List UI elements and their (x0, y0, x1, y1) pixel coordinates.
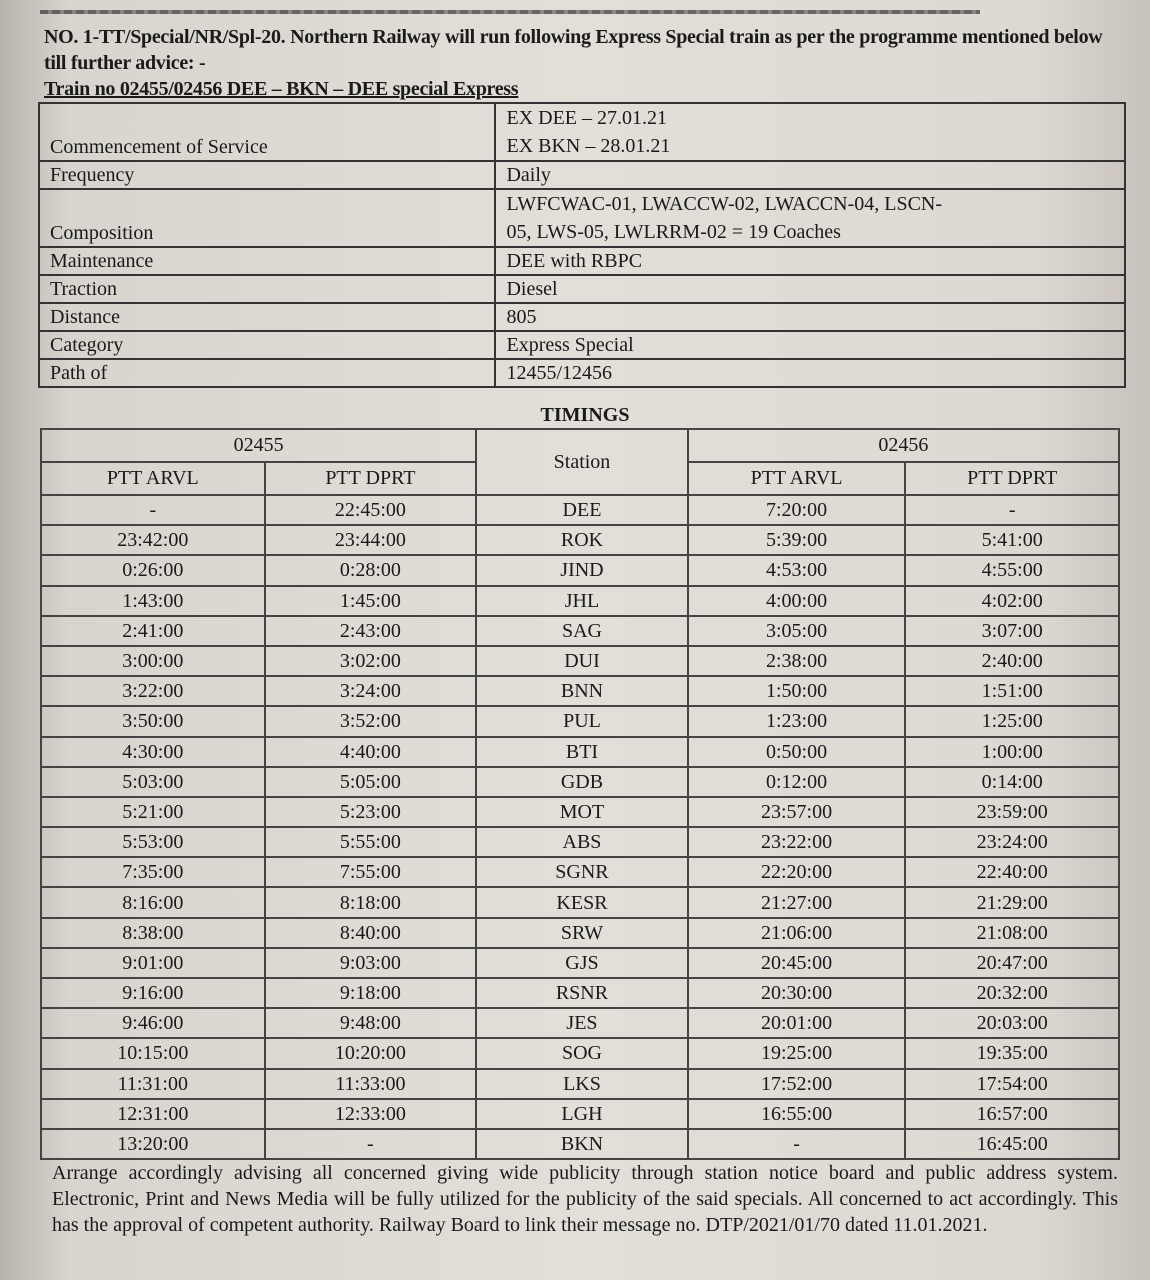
train-a-departure: 0:28:00 (265, 555, 477, 585)
train-b-departure: 3:07:00 (905, 616, 1119, 646)
table-row (41, 1099, 1119, 1129)
table-row (41, 616, 1119, 646)
timings-table (40, 428, 1120, 1160)
train-b-arrival: 4:00:00 (688, 586, 906, 616)
info-label: Frequency (39, 161, 495, 189)
station-code: SOG (476, 1038, 688, 1068)
train-b-arrival: 23:57:00 (688, 797, 906, 827)
train-a-arrival: 1:43:00 (41, 586, 265, 616)
train-a-arrival: 5:03:00 (41, 767, 265, 797)
table-row (41, 827, 1119, 857)
train-b-arrival: 16:55:00 (688, 1099, 906, 1129)
info-label: Distance (39, 303, 495, 331)
train-a-arrival: 8:16:00 (41, 887, 265, 917)
station-code: LKS (476, 1069, 688, 1099)
station-code: DUI (476, 646, 688, 676)
table-row (41, 1069, 1119, 1099)
info-row-composition (39, 189, 1125, 247)
table-row (41, 857, 1119, 887)
station-code: SRW (476, 918, 688, 948)
train-b-arrival: 3:05:00 (688, 616, 906, 646)
train-a-departure-header: PTT DPRT (265, 462, 477, 495)
train-a-departure: - (265, 1129, 477, 1159)
train-a-arrival: 9:46:00 (41, 1008, 265, 1038)
train-a-arrival: 3:22:00 (41, 676, 265, 706)
train-a-departure: 3:24:00 (265, 676, 477, 706)
train-b-arrival: 21:27:00 (688, 887, 906, 917)
station-code: JES (476, 1008, 688, 1038)
train-b-arrival: 20:30:00 (688, 978, 906, 1008)
info-value: Diesel (495, 275, 1125, 303)
table-row (41, 525, 1119, 555)
train-b-departure: 21:29:00 (905, 887, 1119, 917)
train-a-departure: 10:20:00 (265, 1038, 477, 1068)
info-value: DEE with RBPC (495, 247, 1125, 275)
train-b-arrival: 1:23:00 (688, 706, 906, 736)
train-a-departure: 5:55:00 (265, 827, 477, 857)
station-code: PUL (476, 706, 688, 736)
train-a-departure: 4:40:00 (265, 737, 477, 767)
train-b-header: 02456 (688, 429, 1119, 462)
train-b-arrival: 19:25:00 (688, 1038, 906, 1068)
train-b-arrival: 23:22:00 (688, 827, 906, 857)
info-value: 805 (495, 303, 1125, 331)
train-a-arrival: 5:53:00 (41, 827, 265, 857)
train-b-departure: 23:59:00 (905, 797, 1119, 827)
station-code: BKN (476, 1129, 688, 1159)
info-row-maintenance (39, 247, 1125, 275)
train-a-arrival: - (41, 495, 265, 525)
train-b-departure-header: PTT DPRT (905, 462, 1119, 495)
table-row (41, 586, 1119, 616)
info-label: Category (39, 331, 495, 359)
timings-title: TIMINGS (540, 404, 630, 426)
train-b-departure: 21:08:00 (905, 918, 1119, 948)
station-code: GJS (476, 948, 688, 978)
train-a-arrival: 5:21:00 (41, 797, 265, 827)
train-b-departure: - (905, 495, 1119, 525)
train-b-arrival: 5:39:00 (688, 525, 906, 555)
info-row-distance (39, 303, 1125, 331)
timings-header-row (41, 429, 1119, 462)
train-a-arrival: 11:31:00 (41, 1069, 265, 1099)
train-a-departure: 9:48:00 (265, 1008, 477, 1038)
train-b-arrival: 20:45:00 (688, 948, 906, 978)
train-a-arrival: 23:42:00 (41, 525, 265, 555)
table-row (41, 767, 1119, 797)
table-row (41, 1038, 1119, 1068)
train-b-departure: 20:47:00 (905, 948, 1119, 978)
train-info-table (38, 102, 1126, 388)
station-code: ABS (476, 827, 688, 857)
train-title: Train no 02455/02456 DEE – BKN – DEE special Express (44, 78, 519, 100)
train-a-departure: 11:33:00 (265, 1069, 477, 1099)
train-a-departure: 3:02:00 (265, 646, 477, 676)
info-value-line: LWFCWAC-01, LWACCW-02, LWACCN-04, LSCN- (506, 193, 943, 215)
train-a-departure: 1:45:00 (265, 586, 477, 616)
train-a-departure: 9:18:00 (265, 978, 477, 1008)
station-code: GDB (476, 767, 688, 797)
cut-off-header-line (40, 10, 980, 14)
station-code: ROK (476, 525, 688, 555)
info-label: Commencement of Service (39, 103, 495, 161)
train-b-arrival: - (688, 1129, 906, 1159)
train-b-departure: 4:02:00 (905, 586, 1119, 616)
table-row (41, 1129, 1119, 1159)
train-a-arrival: 9:01:00 (41, 948, 265, 978)
info-value-line: EX DEE – 27.01.21 (506, 107, 668, 129)
footer-paragraph: Arrange accordingly advising all concerned giving wide publicity through station notice board and public address system. Electronic, Print and News Media will be fully utilized for the publicity of the said specials. All concerned to act accordingly. This has the approval of competent authority. Railway Board to link their message no. DTP/2021/01/70 dated 11.01.2021. (52, 1162, 1118, 1236)
train-b-arrival: 20:01:00 (688, 1008, 906, 1038)
train-b-departure: 23:24:00 (905, 827, 1119, 857)
train-b-arrival: 7:20:00 (688, 495, 906, 525)
station-code: JIND (476, 555, 688, 585)
train-a-arrival: 8:38:00 (41, 918, 265, 948)
station-code: SAG (476, 616, 688, 646)
train-a-arrival: 13:20:00 (41, 1129, 265, 1159)
table-row (41, 887, 1119, 917)
train-b-departure: 1:51:00 (905, 676, 1119, 706)
train-b-arrival: 0:50:00 (688, 737, 906, 767)
info-value: 12455/12456 (495, 359, 1125, 387)
table-row (41, 495, 1119, 525)
train-a-departure: 9:03:00 (265, 948, 477, 978)
info-label: Composition (39, 189, 495, 247)
station-code: JHL (476, 586, 688, 616)
train-b-departure: 16:57:00 (905, 1099, 1119, 1129)
station-code: MOT (476, 797, 688, 827)
train-a-departure: 22:45:00 (265, 495, 477, 525)
train-b-arrival: 0:12:00 (688, 767, 906, 797)
train-a-departure: 3:52:00 (265, 706, 477, 736)
table-row (41, 676, 1119, 706)
train-a-departure: 8:18:00 (265, 887, 477, 917)
info-label: Path of (39, 359, 495, 387)
train-a-arrival: 3:50:00 (41, 706, 265, 736)
train-b-departure: 5:41:00 (905, 525, 1119, 555)
station-header: Station (476, 429, 688, 495)
table-row (41, 555, 1119, 585)
info-value: Express Special (495, 331, 1125, 359)
train-b-departure: 22:40:00 (905, 857, 1119, 887)
train-a-departure: 7:55:00 (265, 857, 477, 887)
train-b-departure: 20:03:00 (905, 1008, 1119, 1038)
train-b-departure: 16:45:00 (905, 1129, 1119, 1159)
train-b-arrival: 1:50:00 (688, 676, 906, 706)
info-label: Traction (39, 275, 495, 303)
station-code: DEE (476, 495, 688, 525)
info-label: Maintenance (39, 247, 495, 275)
info-value: Daily (495, 161, 1125, 189)
train-b-departure: 1:00:00 (905, 737, 1119, 767)
train-b-departure: 1:25:00 (905, 706, 1119, 736)
train-b-departure: 0:14:00 (905, 767, 1119, 797)
train-b-departure: 20:32:00 (905, 978, 1119, 1008)
table-row (41, 737, 1119, 767)
table-row (41, 978, 1119, 1008)
table-row (41, 918, 1119, 948)
train-a-departure: 23:44:00 (265, 525, 477, 555)
train-a-departure: 2:43:00 (265, 616, 477, 646)
train-a-departure: 8:40:00 (265, 918, 477, 948)
train-a-arrival-header: PTT ARVL (41, 462, 265, 495)
train-a-arrival: 3:00:00 (41, 646, 265, 676)
train-a-departure: 5:05:00 (265, 767, 477, 797)
station-code: BTI (476, 737, 688, 767)
train-b-departure: 19:35:00 (905, 1038, 1119, 1068)
train-a-arrival: 9:16:00 (41, 978, 265, 1008)
train-b-departure: 4:55:00 (905, 555, 1119, 585)
train-b-arrival: 4:53:00 (688, 555, 906, 585)
train-b-arrival-header: PTT ARVL (688, 462, 906, 495)
info-row-frequency (39, 161, 1125, 189)
info-value (495, 103, 1125, 161)
train-a-arrival: 10:15:00 (41, 1038, 265, 1068)
station-code: SGNR (476, 857, 688, 887)
train-b-departure: 17:54:00 (905, 1069, 1119, 1099)
table-row (41, 706, 1119, 736)
train-a-arrival: 12:31:00 (41, 1099, 265, 1129)
intro-paragraph: NO. 1-TT/Special/NR/Spl-20. Northern Railway will run following Express Special train as per the programme mentioned below till further advice: - (44, 26, 1103, 74)
table-row (41, 1008, 1119, 1038)
station-code: RSNR (476, 978, 688, 1008)
info-row-commencement (39, 103, 1125, 161)
train-a-arrival: 7:35:00 (41, 857, 265, 887)
train-a-header: 02455 (41, 429, 476, 462)
train-a-arrival: 2:41:00 (41, 616, 265, 646)
train-b-departure: 2:40:00 (905, 646, 1119, 676)
info-row-path (39, 359, 1125, 387)
train-b-arrival: 22:20:00 (688, 857, 906, 887)
info-row-category (39, 331, 1125, 359)
station-code: BNN (476, 676, 688, 706)
train-a-arrival: 4:30:00 (41, 737, 265, 767)
timings-body (41, 495, 1119, 1159)
station-code: KESR (476, 887, 688, 917)
table-row (41, 948, 1119, 978)
info-value-line: EX BKN – 28.01.21 (506, 135, 671, 157)
train-a-arrival: 0:26:00 (41, 555, 265, 585)
train-a-departure: 5:23:00 (265, 797, 477, 827)
train-b-arrival: 21:06:00 (688, 918, 906, 948)
info-value-line: 05, LWS-05, LWLRRM-02 = 19 Coaches (506, 221, 841, 243)
train-b-arrival: 17:52:00 (688, 1069, 906, 1099)
train-a-departure: 12:33:00 (265, 1099, 477, 1129)
info-value (495, 189, 1125, 247)
table-row (41, 797, 1119, 827)
info-row-traction (39, 275, 1125, 303)
train-b-arrival: 2:38:00 (688, 646, 906, 676)
station-code: LGH (476, 1099, 688, 1129)
table-row (41, 646, 1119, 676)
